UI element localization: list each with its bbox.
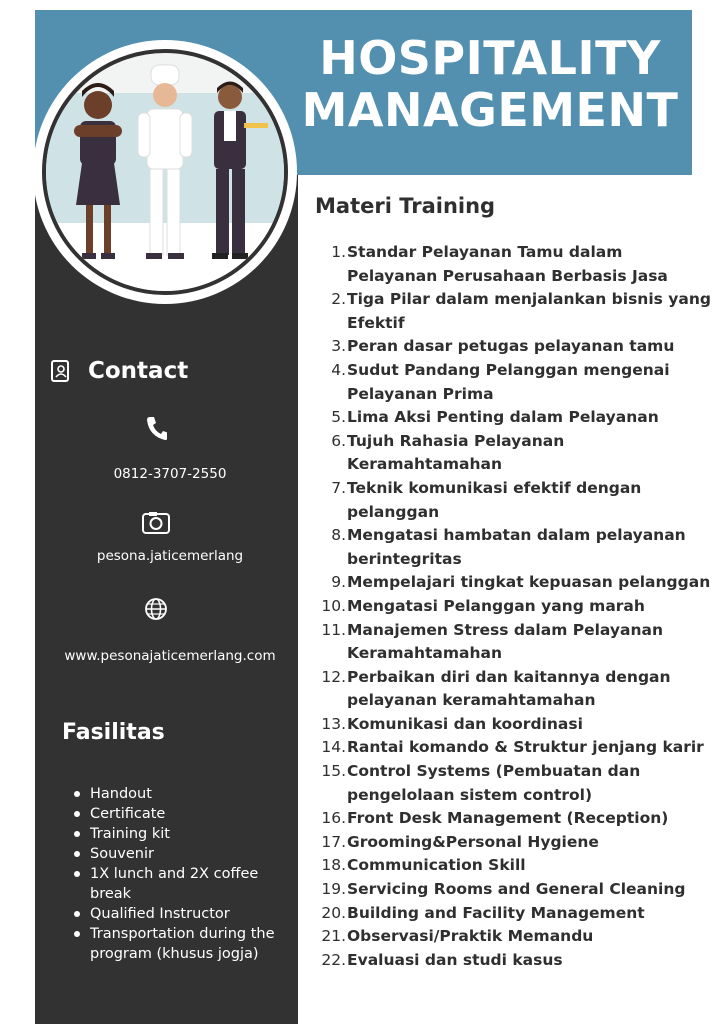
list-item: 8. Mengatasi hambatan dalam pelayanan berintegritas [331, 526, 686, 568]
list-item: 17. Grooming&Personal Hygiene [321, 832, 599, 851]
list-item: 4. Sudut Pandang Pelanggan mengenai Pelayanan Prima [331, 360, 670, 403]
list-item: 5. Lima Aksi Penting dalam Pelayanan [331, 408, 659, 427]
list-item: 2. Tiga Pilar dalam menjalankan bisnis yang Efektif [331, 290, 711, 332]
phone-number: 0812-3707-2550 [113, 466, 227, 482]
list-item: 22. Evaluasi dan studi kasus [321, 950, 563, 969]
list-item: 1. Standar Pelayanan Tamu dalam Pelayanan Perusahaan Berbasis Jasa [331, 243, 668, 285]
materi-list [315, 241, 715, 972]
list-item: Certificate [72, 804, 287, 824]
hospitality-staff-illustration [46, 53, 284, 291]
list-item: 13. Komunikasi dan koordinasi [321, 714, 583, 733]
list-item: 15. Control Systems (Pembuatan dan pengelolaan sistem control) [321, 762, 641, 804]
list-item: Training kit [72, 824, 287, 844]
list-item: Handout [72, 784, 287, 804]
list-item: 21. Observasi/Praktik Memandu [321, 927, 594, 946]
instagram-icon [138, 508, 174, 538]
list-item: 19. Servicing Rooms and General Cleaning [321, 880, 686, 899]
page-title: HOSPITALITY MANAGEMENT [301, 31, 679, 137]
globe-icon [138, 594, 174, 624]
list-item: 16. Front Desk Management (Reception) [321, 809, 669, 828]
website-url: www.pesonajaticemerlang.com [64, 648, 276, 664]
contact-heading: Contact [50, 358, 188, 384]
list-item: 6. Tujuh Rahasia Pelayanan Keramahtamahan [331, 431, 565, 474]
materi-heading: Materi Training [315, 194, 496, 218]
list-item: Souvenir [72, 844, 287, 864]
fasilitas-list [72, 784, 287, 964]
list-item: 10. Mengatasi Pelanggan yang marah [321, 596, 645, 615]
instagram-handle: pesona.jaticemerlang [96, 548, 244, 564]
list-item: 9. Mempelajari tingkat kepuasan pelanggan [331, 573, 711, 592]
list-item: 3. Peran dasar petugas pelayanan tamu [331, 337, 675, 356]
list-item: 7. Teknik komunikasi efektif dengan pelanggan [331, 478, 642, 521]
list-item: 12. Perbaikan diri dan kaitannya dengan pelayanan keramahtamahan [321, 667, 671, 710]
contact-book-icon [50, 360, 70, 382]
phone-icon [138, 413, 174, 443]
list-item: 1X lunch and 2X coffee break [72, 864, 287, 904]
list-item: 14. Rantai komando & Struktur jenjang karir [321, 738, 704, 757]
list-item: 11. Manajemen Stress dalam Pelayanan Keramahtamahan [321, 620, 664, 663]
list-item: Qualified Instructor [72, 904, 287, 924]
list-item: Transportation during the program (khusus jogja) [72, 924, 287, 964]
list-item: 20. Building and Facility Management [321, 903, 645, 922]
fasilitas-heading: Fasilitas [62, 720, 165, 745]
staff-photo [33, 40, 297, 304]
list-item: 18. Communication Skill [321, 856, 526, 875]
